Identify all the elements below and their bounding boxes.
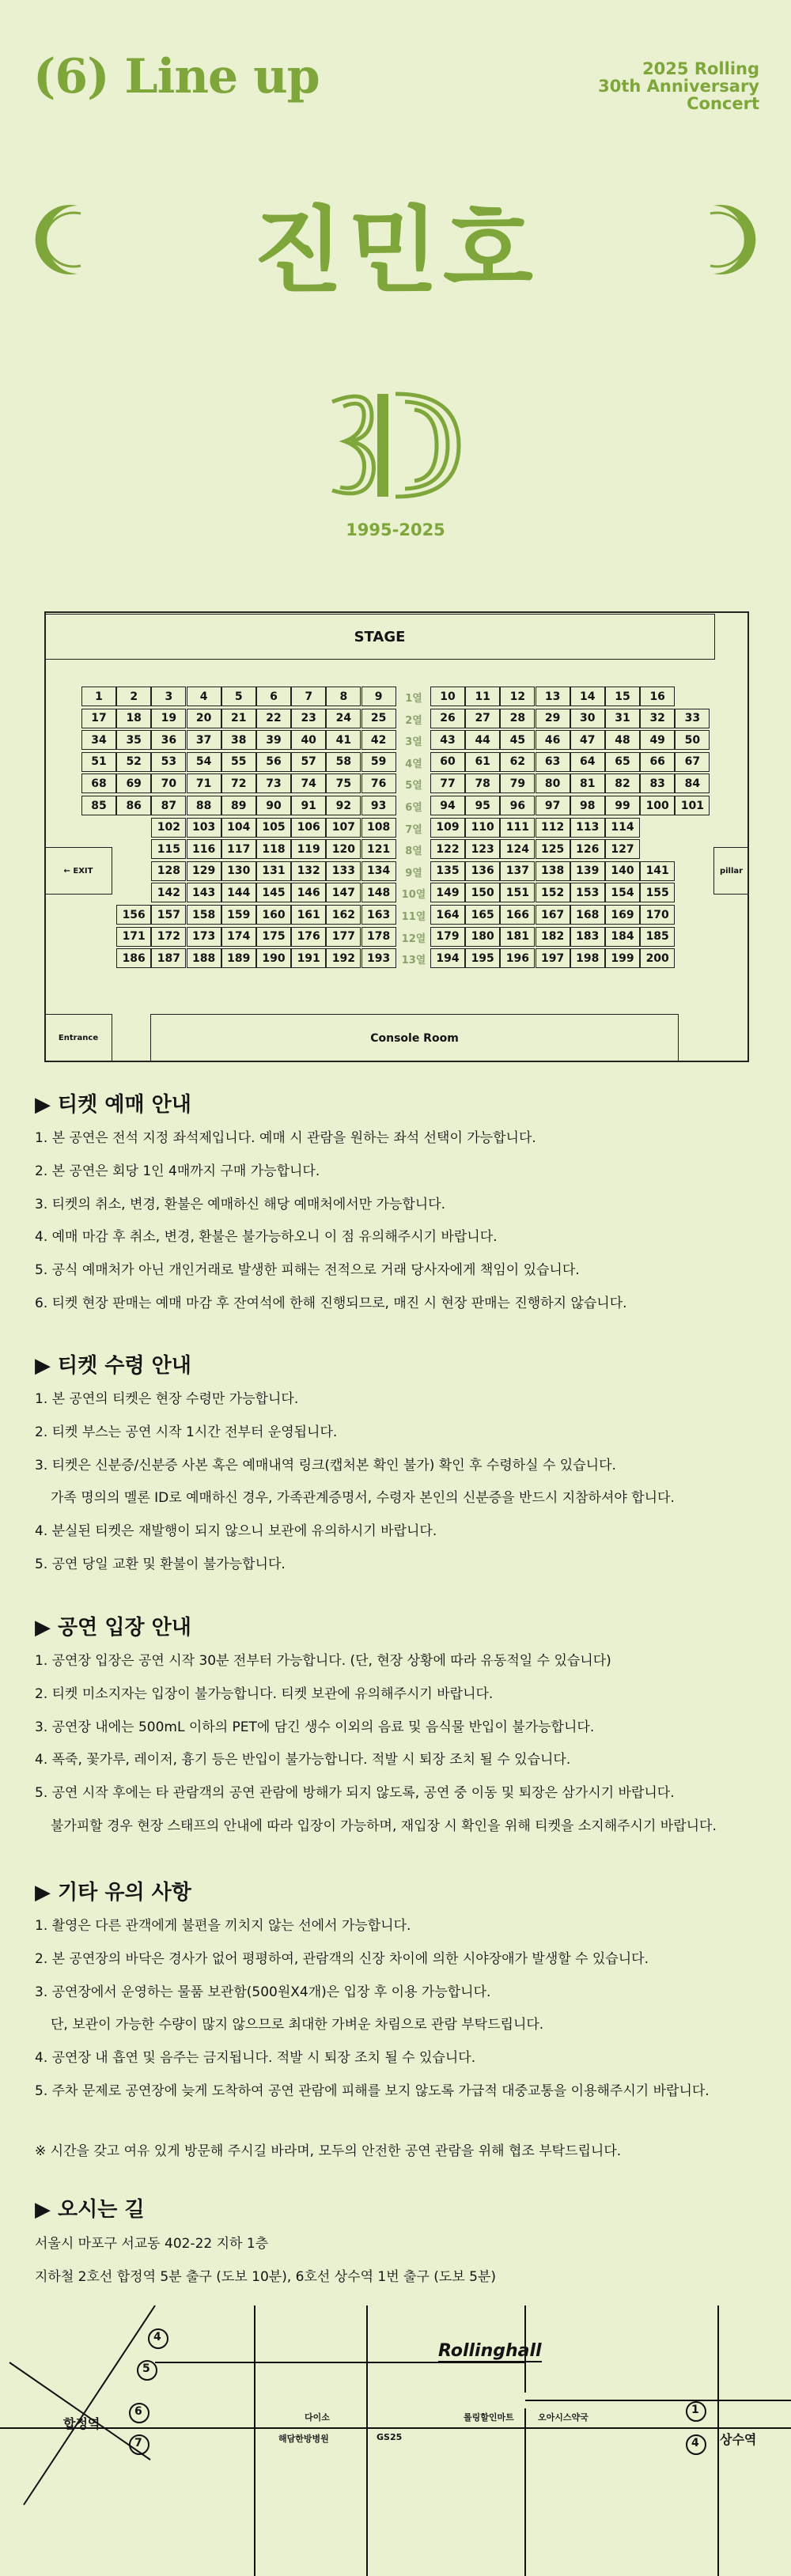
seat: 157 <box>151 905 186 925</box>
seat: 128 <box>151 861 186 881</box>
station-right: 상수역 <box>720 2432 757 2447</box>
seat: 172 <box>151 927 186 947</box>
section-item: 3. 티켓은 신분증/신분증 사본 혹은 예매내역 링크(캡처본 확인 불가) 확인 후 수령하실 수 있습니다. <box>35 1457 616 1473</box>
seat: 86 <box>116 796 151 815</box>
seat: 71 <box>187 774 221 793</box>
seat: 2 <box>116 687 151 706</box>
seat: 65 <box>605 752 640 772</box>
seat: 33 <box>675 709 710 728</box>
seat: 159 <box>221 905 256 925</box>
seat: 28 <box>500 709 535 728</box>
seat: 91 <box>291 796 326 815</box>
section-item: 2. 티켓 미소지자는 입장이 불가능합니다. 티켓 보관에 유의해주시기 바랍니다. <box>35 1685 494 1702</box>
seat: 44 <box>465 730 500 750</box>
seat: 3 <box>151 687 186 706</box>
seat: 109 <box>430 818 465 838</box>
seat: 112 <box>536 818 570 838</box>
seat: 181 <box>500 927 535 947</box>
exit-7-label: 7 <box>134 2437 142 2449</box>
row-label: 10열 <box>401 889 426 902</box>
seat: 62 <box>500 752 535 772</box>
concert-line-3: Concert <box>687 94 759 113</box>
landmark-mart: 롤링할인마트 <box>464 2412 514 2423</box>
seat: 165 <box>465 905 500 925</box>
address-text: 서울시 마포구 서교동 402-22 지하 1층 <box>35 2236 269 2252</box>
notice-text: ※ 시간을 갖고 여유 있게 방문해 주시길 바라며, 모두의 안전한 공연 관람을 위해 협조 부탁드립니다. <box>35 2143 622 2159</box>
seat: 154 <box>605 883 640 902</box>
seat: 193 <box>361 948 396 968</box>
seat: 148 <box>361 883 396 902</box>
seat: 189 <box>221 948 256 968</box>
seat: 199 <box>605 948 640 968</box>
seat: 121 <box>361 839 396 859</box>
section-title: ▶ 기타 유의 사항 <box>35 1881 191 1905</box>
seat: 99 <box>605 796 640 815</box>
seat: 135 <box>430 861 465 881</box>
section-item: 단, 보관이 가능한 수량이 많지 않으므로 최대한 가벼운 차림으로 관람 부탁드립니다. <box>51 2017 544 2033</box>
seat: 145 <box>256 883 291 902</box>
seat: 110 <box>465 818 500 838</box>
seat: 10 <box>430 687 465 706</box>
row-label: 9열 <box>405 867 422 879</box>
exit-4-label: 4 <box>153 2331 161 2343</box>
seat: 4 <box>187 687 221 706</box>
seat: 160 <box>256 905 291 925</box>
seat: 70 <box>151 774 186 793</box>
seat: 12 <box>500 687 535 706</box>
seat: 171 <box>116 927 151 947</box>
seat: 131 <box>256 861 291 881</box>
seat: 64 <box>570 752 605 772</box>
section-item: 2. 본 공연장의 바닥은 경사가 없어 평평하여, 관람객의 신장 차이에 의한 시야장애가 발생할 수 있습니다. <box>35 1950 649 1967</box>
landmark-daiso: 다이소 <box>305 2412 330 2423</box>
seat: 38 <box>221 730 256 750</box>
directions-title: ▶ 오시는 길 <box>35 2198 145 2222</box>
concert-line-1: 2025 Rolling <box>642 59 759 78</box>
seat: 108 <box>361 818 396 838</box>
seat: 11 <box>465 687 500 706</box>
exit-1-label: 1 <box>691 2404 699 2416</box>
seat: 34 <box>81 730 116 750</box>
seat: 151 <box>500 883 535 902</box>
seat: 179 <box>430 927 465 947</box>
section-item: 4. 예매 마감 후 취소, 변경, 환불은 불가능하오니 이 점 유의해주시기 바랍니다. <box>35 1229 498 1246</box>
seat: 105 <box>256 818 291 838</box>
seat: 141 <box>640 861 675 881</box>
seat: 56 <box>256 752 291 772</box>
section-item: 불가피할 경우 현장 스태프의 안내에 따라 입장이 가능하며, 재입장 시 확인을 위해 티켓을 소지해주시기 바랍니다. <box>51 1818 717 1834</box>
seat: 187 <box>151 948 186 968</box>
seat: 195 <box>465 948 500 968</box>
seat: 106 <box>291 818 326 838</box>
seat: 152 <box>536 883 570 902</box>
stage: STAGE <box>44 614 715 660</box>
seat: 125 <box>536 839 570 859</box>
section-item: 5. 공연 시작 후에는 타 관람객의 공연 관람에 방해가 되지 않도록, 공연 중 이동 및 퇴장은 삼가시기 바랍니다. <box>35 1785 675 1802</box>
seat: 132 <box>291 861 326 881</box>
seat: 111 <box>500 818 535 838</box>
seat: 5 <box>221 687 256 706</box>
seat: 8 <box>326 687 361 706</box>
seat: 79 <box>500 774 535 793</box>
seat: 120 <box>326 839 361 859</box>
seat: 194 <box>430 948 465 968</box>
section-item: 1. 본 공연의 티켓은 현장 수령만 가능합니다. <box>35 1391 299 1407</box>
seat: 19 <box>151 709 186 728</box>
seat: 107 <box>326 818 361 838</box>
seat: 138 <box>536 861 570 881</box>
landmark-hospital: 해담한방병원 <box>278 2434 329 2444</box>
seat: 57 <box>291 752 326 772</box>
seat: 85 <box>81 796 116 815</box>
seat: 175 <box>256 927 291 947</box>
seat: 130 <box>221 861 256 881</box>
exit-5-label: 5 <box>142 2362 150 2375</box>
seat: 35 <box>116 730 151 750</box>
seat: 116 <box>187 839 221 859</box>
seat: 149 <box>430 883 465 902</box>
seat: 31 <box>605 709 640 728</box>
venue-outline <box>44 611 749 1062</box>
section-item: 1. 공연장 입장은 공연 시작 30분 전부터 가능합니다. (단, 현장 상황에 따라 유동적일 수 있습니다) <box>35 1653 611 1669</box>
seat: 88 <box>187 796 221 815</box>
seat: 93 <box>361 796 396 815</box>
seat: 92 <box>326 796 361 815</box>
section-item: 4. 분실된 티켓은 재발행이 되지 않으니 보관에 유의하시기 바랍니다. <box>35 1523 437 1540</box>
seat: 103 <box>187 818 221 838</box>
seat: 123 <box>465 839 500 859</box>
seat: 48 <box>605 730 640 750</box>
seat: 168 <box>570 905 605 925</box>
seat: 68 <box>81 774 116 793</box>
seat: 136 <box>465 861 500 881</box>
seat: 94 <box>430 796 465 815</box>
seat: 184 <box>605 927 640 947</box>
seat: 27 <box>465 709 500 728</box>
seat: 102 <box>151 818 186 838</box>
seat: 26 <box>430 709 465 728</box>
seat: 129 <box>187 861 221 881</box>
seat: 40 <box>291 730 326 750</box>
seat: 114 <box>605 818 640 838</box>
section-item: 5. 주차 문제로 공연장에 늦게 도착하여 공연 관람에 피해를 보지 않도록 가급적 대중교통을 이용해주시기 바랍니다. <box>35 2083 710 2099</box>
seat: 119 <box>291 839 326 859</box>
seat: 169 <box>605 905 640 925</box>
seat: 76 <box>361 774 396 793</box>
seat: 124 <box>500 839 535 859</box>
seat: 197 <box>536 948 570 968</box>
exit-label: ← EXIT <box>44 847 112 895</box>
seat: 58 <box>326 752 361 772</box>
seat: 60 <box>430 752 465 772</box>
seat: 133 <box>326 861 361 881</box>
seat: 137 <box>500 861 535 881</box>
seat: 186 <box>116 948 151 968</box>
section-item: 3. 공연장에서 운영하는 물품 보관함(500원X4개)은 입장 후 이용 가능합니다. <box>35 1984 491 2000</box>
seat: 55 <box>221 752 256 772</box>
seat: 140 <box>605 861 640 881</box>
seat: 18 <box>116 709 151 728</box>
seat: 42 <box>361 730 396 750</box>
seat: 67 <box>675 752 710 772</box>
seat: 198 <box>570 948 605 968</box>
seat: 139 <box>570 861 605 881</box>
seat: 17 <box>81 709 116 728</box>
seat: 161 <box>291 905 326 925</box>
seat: 80 <box>536 774 570 793</box>
seat: 73 <box>256 774 291 793</box>
row-label: 1열 <box>405 693 422 705</box>
seat: 32 <box>640 709 675 728</box>
seat: 24 <box>326 709 361 728</box>
seat: 51 <box>81 752 116 772</box>
seat: 158 <box>187 905 221 925</box>
seat: 153 <box>570 883 605 902</box>
seat: 37 <box>187 730 221 750</box>
seat: 122 <box>430 839 465 859</box>
subway-text: 지하철 2호선 합정역 5분 출구 (도보 10분), 6호선 상수역 1번 출구 (도보 5분) <box>35 2269 497 2285</box>
seat: 14 <box>570 687 605 706</box>
seat: 84 <box>675 774 710 793</box>
exit-4b-label: 4 <box>691 2437 699 2449</box>
seat: 146 <box>291 883 326 902</box>
seat: 46 <box>536 730 570 750</box>
seat: 29 <box>536 709 570 728</box>
concert-line-2: 30th Anniversary <box>598 77 759 96</box>
seat: 81 <box>570 774 605 793</box>
section-item: 2. 티켓 부스는 공연 시작 1시간 전부터 운영됩니다. <box>35 1424 338 1440</box>
landmark-gs25: GS25 <box>377 2432 403 2442</box>
row-label: 12열 <box>401 932 426 945</box>
seat: 23 <box>291 709 326 728</box>
seat: 61 <box>465 752 500 772</box>
seat: 15 <box>605 687 640 706</box>
seat: 143 <box>187 883 221 902</box>
seat: 185 <box>640 927 675 947</box>
seat: 144 <box>221 883 256 902</box>
seat: 183 <box>570 927 605 947</box>
seat: 90 <box>256 796 291 815</box>
seat: 178 <box>361 927 396 947</box>
seat: 39 <box>256 730 291 750</box>
row-label: 11열 <box>401 911 426 923</box>
seat: 20 <box>187 709 221 728</box>
seat: 127 <box>605 839 640 859</box>
seat: 95 <box>465 796 500 815</box>
seat: 174 <box>221 927 256 947</box>
section-item: 1. 촬영은 다른 관객에게 불편을 끼치지 않는 선에서 가능합니다. <box>35 1918 411 1934</box>
row-label: 8열 <box>405 845 422 858</box>
seat: 188 <box>187 948 221 968</box>
seat: 63 <box>536 752 570 772</box>
seat: 6 <box>256 687 291 706</box>
row-label: 6열 <box>405 802 422 814</box>
seat: 49 <box>640 730 675 750</box>
seat: 200 <box>640 948 675 968</box>
station-left: 합정역 <box>63 2416 100 2431</box>
seat: 1 <box>81 687 116 706</box>
lineup-title: (6) Line up <box>33 49 320 104</box>
section-title: ▶ 티켓 수령 안내 <box>35 1354 191 1378</box>
seat: 163 <box>361 905 396 925</box>
anniversary-years: 1995-2025 <box>346 520 445 539</box>
section-item: 4. 폭죽, 꽃가루, 레이저, 흉기 등은 반입이 불가능합니다. 적발 시 퇴장 조치 될 수 있습니다. <box>35 1752 571 1768</box>
seat: 100 <box>640 796 675 815</box>
seat: 126 <box>570 839 605 859</box>
seat: 47 <box>570 730 605 750</box>
seat: 78 <box>465 774 500 793</box>
seat: 83 <box>640 774 675 793</box>
seat: 7 <box>291 687 326 706</box>
seat: 166 <box>500 905 535 925</box>
entrance-label: Entrance <box>44 1014 112 1062</box>
row-label: 5열 <box>405 780 422 792</box>
row-label: 4열 <box>405 758 422 770</box>
section-title: ▶ 티켓 예매 안내 <box>35 1093 191 1117</box>
row-label: 3열 <box>405 736 422 749</box>
artist-name: 진민호 <box>253 196 538 305</box>
seat: 9 <box>361 687 396 706</box>
seat: 118 <box>256 839 291 859</box>
section-item: 가족 명의의 멜론 ID로 예매하신 경우, 가족관계증명서, 수령자 본인의 신분증을 반드시 지참하셔야 합니다. <box>51 1490 675 1507</box>
seat: 134 <box>361 861 396 881</box>
seat: 155 <box>640 883 675 902</box>
seat: 43 <box>430 730 465 750</box>
seat: 59 <box>361 752 396 772</box>
seat: 104 <box>221 818 256 838</box>
row-label: 2열 <box>405 714 422 727</box>
section-item: 5. 공연 당일 교환 및 환불이 불가능합니다. <box>35 1557 286 1572</box>
console-room: Console Room <box>150 1014 679 1062</box>
seat: 177 <box>326 927 361 947</box>
exit-6-label: 6 <box>134 2405 142 2418</box>
seat: 45 <box>500 730 535 750</box>
seat: 180 <box>465 927 500 947</box>
section-item: 2. 본 공연은 회당 1인 4매까지 구매 가능합니다. <box>35 1163 320 1179</box>
seat: 36 <box>151 730 186 750</box>
seat: 82 <box>605 774 640 793</box>
seat: 101 <box>675 796 710 815</box>
seat: 13 <box>536 687 570 706</box>
seat: 75 <box>326 774 361 793</box>
30th-logo-icon <box>316 386 475 505</box>
section-item: 1. 본 공연은 전석 지정 좌석제입니다. 예매 시 관람을 원하는 좌석 선택이 가능합니다. <box>35 1130 536 1146</box>
row-label: 13열 <box>401 955 426 967</box>
seat: 176 <box>291 927 326 947</box>
seat: 89 <box>221 796 256 815</box>
seat: 16 <box>640 687 675 706</box>
section-item: 6. 티켓 현장 판매는 예매 마감 후 잔여석에 한해 진행되므로, 매진 시 현장 판매는 진행하지 않습니다. <box>35 1296 627 1311</box>
section-item: 4. 공연장 내 흡연 및 음주는 금지됩니다. 적발 시 퇴장 조치 될 수 있습니다. <box>35 2050 476 2067</box>
seat: 182 <box>536 927 570 947</box>
seat: 170 <box>640 905 675 925</box>
seat: 117 <box>221 839 256 859</box>
seat: 52 <box>116 752 151 772</box>
seat: 156 <box>116 905 151 925</box>
seat: 30 <box>570 709 605 728</box>
seat: 173 <box>187 927 221 947</box>
seat: 69 <box>116 774 151 793</box>
seat: 190 <box>256 948 291 968</box>
section-item: 5. 공식 예매처가 아닌 개인거래로 발생한 피해는 전적으로 거래 당사자에게 책임이 있습니다. <box>35 1262 580 1279</box>
seat: 87 <box>151 796 186 815</box>
seat: 96 <box>500 796 535 815</box>
seat: 164 <box>430 905 465 925</box>
seat: 66 <box>640 752 675 772</box>
pillar-label: pillar <box>713 847 749 895</box>
section-item: 3. 공연장 내에는 500mL 이하의 PET에 담긴 생수 이외의 음료 및 음식물 반입이 불가능합니다. <box>35 1719 595 1735</box>
seat: 25 <box>361 709 396 728</box>
seat: 167 <box>536 905 570 925</box>
seat: 98 <box>570 796 605 815</box>
seat: 21 <box>221 709 256 728</box>
seat: 113 <box>570 818 605 838</box>
seat: 41 <box>326 730 361 750</box>
seat: 97 <box>536 796 570 815</box>
seat: 72 <box>221 774 256 793</box>
seat: 53 <box>151 752 186 772</box>
seat: 191 <box>291 948 326 968</box>
row-label: 7열 <box>405 823 422 836</box>
section-title: ▶ 공연 입장 안내 <box>35 1616 191 1640</box>
concert-title <box>598 60 759 112</box>
seat: 147 <box>326 883 361 902</box>
seat: 74 <box>291 774 326 793</box>
seat: 192 <box>326 948 361 968</box>
seat: 142 <box>151 883 186 902</box>
landmark-pharmacy: 오아시스약국 <box>538 2412 589 2423</box>
seat: 50 <box>675 730 710 750</box>
seat: 77 <box>430 774 465 793</box>
seat: 162 <box>326 905 361 925</box>
section-item: 3. 티켓의 취소, 변경, 환불은 예매하신 해당 예매처에서만 가능합니다. <box>35 1196 446 1212</box>
seat: 54 <box>187 752 221 772</box>
seat: 150 <box>465 883 500 902</box>
venue-map-label: Rollinghall <box>438 2341 542 2361</box>
seat: 115 <box>151 839 186 859</box>
seat: 196 <box>500 948 535 968</box>
seat: 22 <box>256 709 291 728</box>
